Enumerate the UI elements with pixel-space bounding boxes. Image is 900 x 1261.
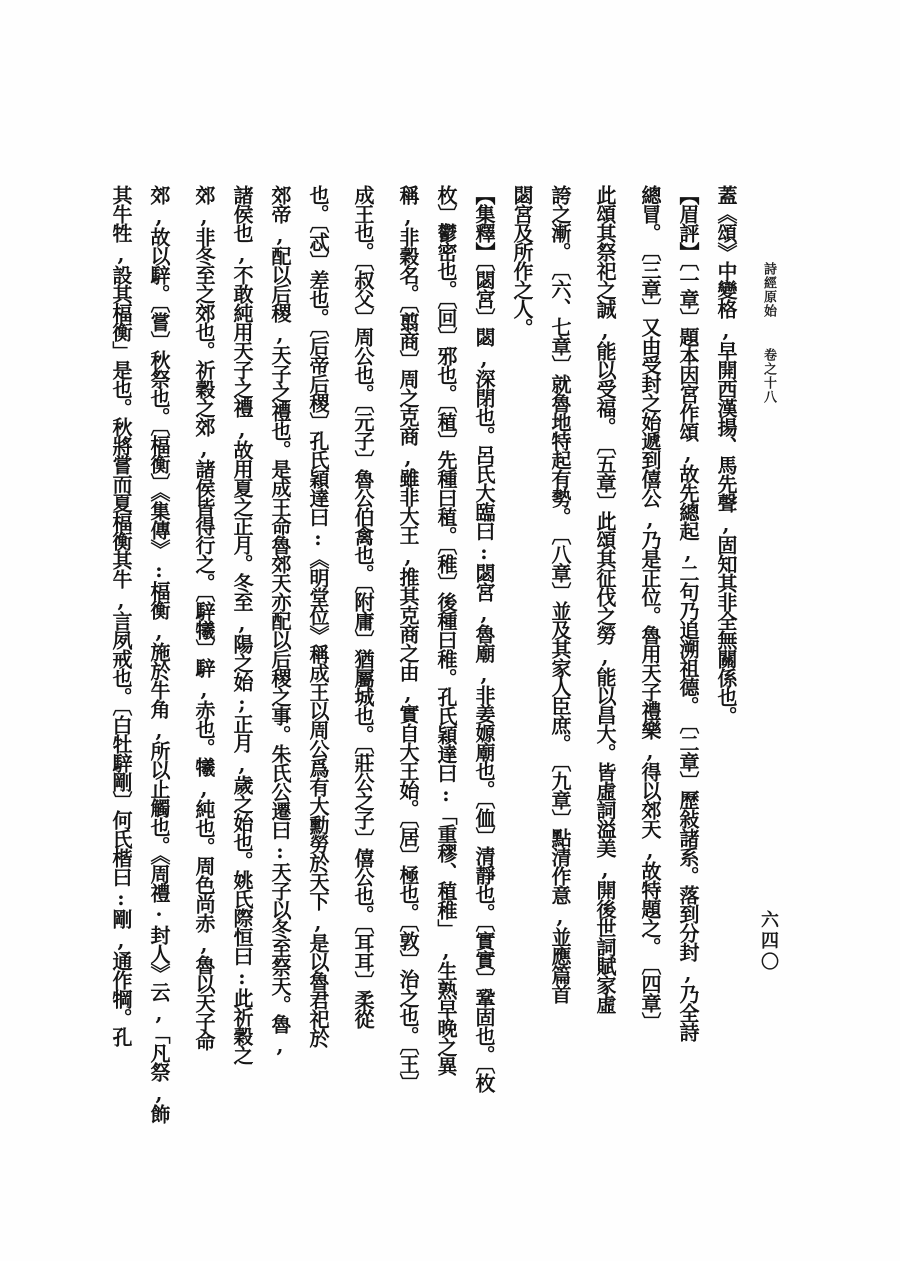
text-column: 郊,非冬至之郊也。祈穀之郊,諸侯皆得行之。〔騂犧〕騂,赤也。犧,純也。周色尚赤,魯以天子命: [192, 185, 216, 1050]
text-column: 諸侯也,不敢純用天子之禮,故用夏之正月。冬至,陽之始;正月,歲之始也。姚氏際恒曰:此祈穀之: [230, 185, 254, 1064]
text-column: 成王也。〔叔父〕周公也。〔元子〕魯公伯禽也。〔附庸〕猶屬城也。〔莊公之子〕僖公也。〔耳耳〕柔從: [351, 185, 375, 1028]
volume-label: 卷之十八: [761, 348, 776, 404]
text-column: 總冒。 〔三章〕又由受封之始遞到僖公,乃是正位。魯用天子禮樂,得以郊天,故特題之。 〔四章〕: [638, 185, 662, 1031]
text-column: 此頌其祭祀之誠,能以受福。 〔五章〕此頌其征伐之勞,能以昌大。皆虛詞溢美,開後世詞賦家虛: [593, 185, 617, 1013]
text-column: 【眉評】〔一章〕題本因宮作頌,故先總起,二句乃追溯祖德。 〔二章〕歷敍諸系。落到分封,乃全詩: [676, 185, 700, 1041]
main-text-block: [102, 185, 745, 1197]
text-column: 郊帝,配以后稷,天子之禮也。是成王命魯郊天亦配以后稷之事。朱氏公遷曰:天子以冬至祭天。魯,: [268, 185, 292, 1056]
text-column: 誇之漸。 〔六、七章〕就魯地特起有勢。 〔八章〕並及其家人臣庶。 〔九章〕點清作意,並應篇首: [548, 185, 572, 1003]
text-column: 郊,故以騂。〔嘗〕秋祭也。〔楅衡〕《集傳》:楅衡,施於牛角,所以止觸也。《周禮·封人》云,「凡祭,飾: [147, 185, 171, 1123]
text-column: 其牛牲,設其楅衡」是也。秋將嘗而夏楅衡其牛,言夙戒也。〔白牡騂剛〕何氏楷曰:剛,通作犅。孔: [109, 185, 133, 1046]
text-column: 也。〔忒〕差也。〔后帝后稷〕孔氏穎達曰:《明堂位》稱成王以周公爲有大勳勞於天下,是以魯君祀於: [306, 185, 330, 1047]
text-column: 【集釋】〔閟宮〕閟,深閉也。呂氏大臨曰:閟宮,魯廟,非姜嫄廟也。〔侐〕清靜也。〔實實〕鞏固也。〔枚: [472, 185, 496, 1092]
text-column: 稱,非穀名。〔翦商〕周之克商,雖非大王,推其克商之由,實自大王始。〔居〕極也。〔敦〕治之也。〔王〕: [396, 185, 420, 1092]
book-title: 詩經原始: [761, 262, 776, 318]
running-header: [759, 262, 778, 404]
text-column: 閟宮及所作之人。: [510, 185, 534, 337]
text-column: 蓋《頌》中變格,早開西漢揚、馬先聲,固知其非全無關係也。: [714, 185, 738, 725]
page-number: 六四〇: [758, 910, 779, 973]
text-column: 枚〕鬱密也。〔回〕邪也。〔稙〕先種曰稙。〔稚〕後種曰稚。孔氏穎達曰:「重穋、稙稚」,生熟早晚之異: [434, 185, 458, 1075]
